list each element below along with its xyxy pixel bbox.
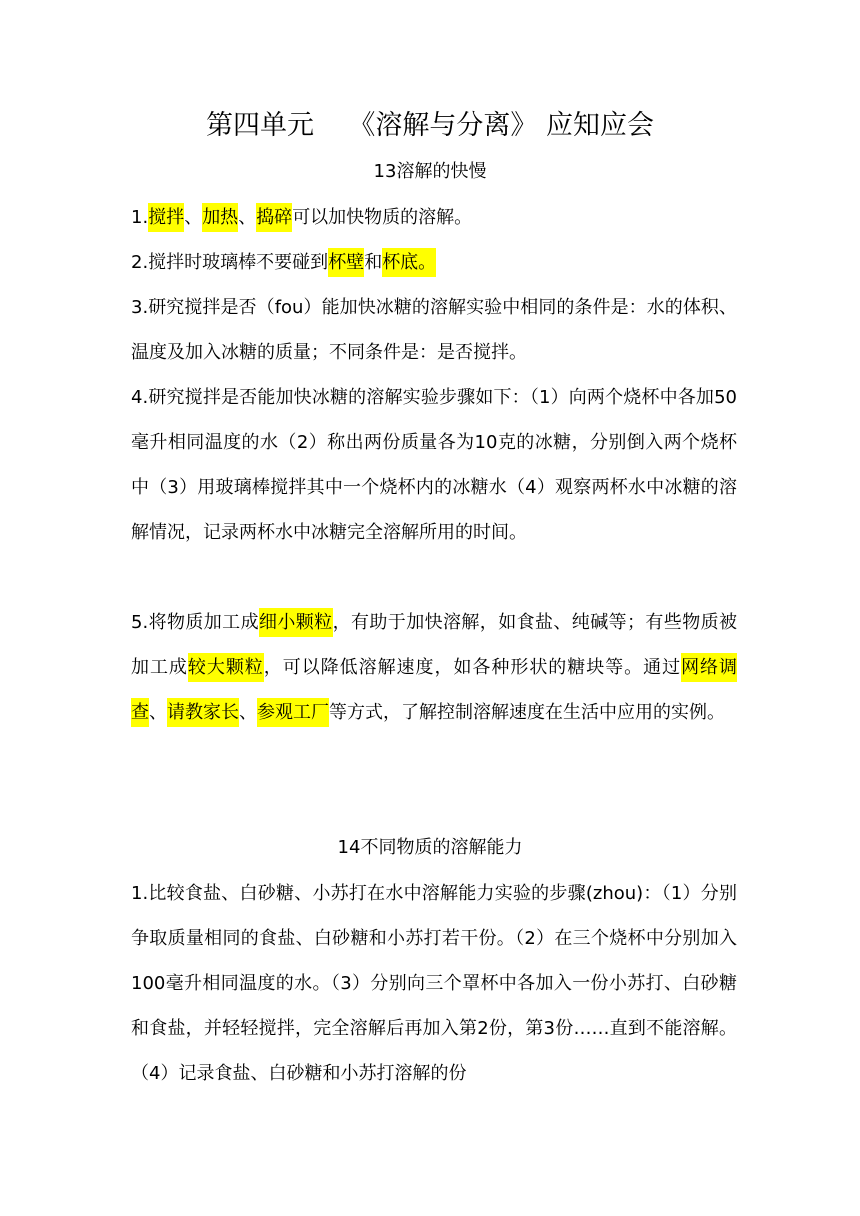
highlight-heat: 加热 (202, 203, 238, 232)
highlight-fine-particles: 细小颗粒 (259, 608, 333, 637)
text: 、 (149, 702, 167, 723)
text: 和 (364, 252, 383, 273)
text: ，有助于加快溶解，如食盐、纯碱等；有些物质被加工成 (131, 612, 737, 678)
highlight-online-survey: 网络调查 (131, 653, 737, 727)
text: 5.将物质加工成 (131, 612, 259, 633)
section-13-item-2 (131, 240, 737, 285)
text: 、 (238, 207, 257, 228)
section-13-item-3: 3.研究搅拌是否（fou）能加快冰糖的溶解实验中相同的条件是：水的体积、温度及加入冰糖的质量；不同条件是：是否搅拌。 (131, 297, 737, 363)
document-title: 第四单元 《溶解与分离》 应知应会 (206, 110, 654, 141)
text: ，可以降低溶解速度，如各种形状的糖块等。通过 (263, 657, 682, 678)
highlight-crush: 捣碎 (256, 203, 292, 232)
section-13-item-5 (131, 600, 737, 735)
section-13-item-4: 4.研究搅拌是否能加快冰糖的溶解实验步骤如下：（1）向两个烧杯中各加50毫升相同温度的水（2）称出两份质量各为10克的冰糖，分别倒入两个烧杯中（3）用玻璃棒搅拌其中一个烧杯内的冰糖水（4）观察两杯水中冰糖的溶解情况，记录两杯水中冰糖完全溶解所用的时间。 (131, 387, 737, 543)
highlight-large-particles: 较大颗粒 (188, 653, 264, 682)
highlight-visit-factory: 参观工厂 (257, 698, 329, 727)
highlight-ask-parents: 请教家长 (167, 698, 239, 727)
section-14-item-1: 1.比较食盐、白砂糖、小苏打在水中溶解能力实验的步骤(zhou)：（1）分别争取质量相同的食盐、白砂糖和小苏打若干份。（2）在三个烧杯中分别加入100毫升相同温度的水。（3）分别向三个罩杯中各加入一份小苏打、白砂糖和食盐，并轻轻搅拌，完全溶解后再加入第2份，第3份……直到不能溶解。（4）记录食盐、白砂糖和小苏打溶解的份 (131, 883, 737, 1084)
highlight-stir: 搅拌 (148, 203, 184, 232)
highlight-cup-wall: 杯壁 (328, 248, 364, 277)
section-13-heading: 13溶解的快慢 (373, 161, 487, 182)
text: 1. (131, 207, 149, 228)
highlight-cup-bottom: 杯底。 (382, 248, 436, 277)
text: 、 (239, 702, 257, 723)
text: 2.搅拌时玻璃棒不要碰到 (131, 252, 329, 273)
section-14-heading: 14不同物质的溶解能力 (337, 837, 523, 858)
text: 等方式，了解控制溶解速度在生活中应用的实例。 (329, 702, 725, 723)
section-13-item-1 (131, 195, 737, 240)
text: 、 (184, 207, 203, 228)
text: 可以加快物质的溶解。 (292, 207, 473, 228)
